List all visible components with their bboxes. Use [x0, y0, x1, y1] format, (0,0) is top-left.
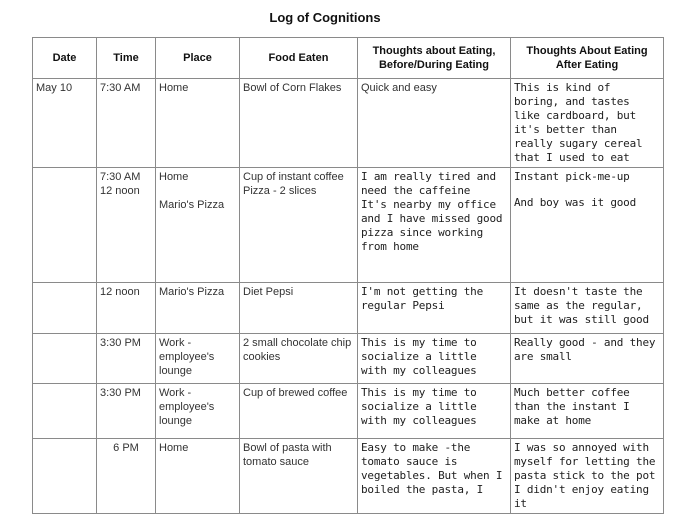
- cell-place-second: Mario's Pizza: [159, 199, 225, 211]
- table-row: [33, 384, 664, 439]
- cell-date: [33, 283, 97, 334]
- document-title: Log of Cognitions: [269, 10, 381, 25]
- header-thoughts-after: Thoughts About Eating After Eating: [511, 38, 664, 79]
- cell-time-first: 7:30 AM: [100, 171, 141, 183]
- cell-food: Cup of brewed coffee: [240, 384, 358, 439]
- cell-time-second: 12 noon: [100, 185, 140, 197]
- cell-thoughts-before: Quick and easy: [358, 79, 511, 168]
- cell-date: May 10: [33, 79, 97, 168]
- cell-date: [33, 334, 97, 384]
- cell-food-first: Cup of instant coffee: [243, 171, 344, 183]
- cell-food: Bowl of Corn Flakes: [240, 79, 358, 168]
- cell-time: [97, 168, 156, 283]
- cell-place: Home: [156, 439, 240, 514]
- header-date: Date: [33, 38, 97, 79]
- cell-date: [33, 439, 97, 514]
- cell-time: 3:30 PM: [97, 384, 156, 439]
- cell-thoughts-after: [511, 168, 664, 283]
- cell-date: [33, 168, 97, 283]
- cell-date: [33, 384, 97, 439]
- cell-food: [240, 168, 358, 283]
- cognitions-log-table: [32, 37, 664, 514]
- table-row: [33, 283, 664, 334]
- header-thoughts-before: Thoughts about Eating, Before/During Eating: [358, 38, 511, 79]
- cell-place: Work - employee's lounge: [156, 334, 240, 384]
- cell-time: 12 noon: [97, 283, 156, 334]
- cell-before-second: It's nearby my office and I have missed good pizza since working from home: [361, 198, 503, 253]
- cell-before-first: I am really tired and need the caffeine: [361, 170, 496, 197]
- cell-food: Diet Pepsi: [240, 283, 358, 334]
- cell-thoughts-before: [358, 168, 511, 283]
- table-row: [33, 168, 664, 283]
- cell-food: Bowl of pasta with tomato sauce: [240, 439, 358, 514]
- cell-thoughts-before: Easy to make -the tomato sauce is vegetables. But when I boiled the pasta, I: [358, 439, 511, 514]
- header-food-eaten: Food Eaten: [240, 38, 358, 79]
- cell-place-first: Home: [159, 171, 189, 183]
- table-header-row: [33, 38, 664, 79]
- header-time: Time: [97, 38, 156, 79]
- cell-thoughts-after: Really good - and they are small: [511, 334, 664, 384]
- cell-place: [156, 168, 240, 283]
- cell-time: 3:30 PM: [97, 334, 156, 384]
- cell-food: 2 small chocolate chip cookies: [240, 334, 358, 384]
- header-place: Place: [156, 38, 240, 79]
- cell-thoughts-before: I'm not getting the regular Pepsi: [358, 283, 511, 334]
- cell-thoughts-after: This is kind of boring, and tastes like cardboard, but it's better than really sugary cereal that I used to eat: [511, 79, 664, 168]
- cell-after-first: Instant pick-me-up: [514, 170, 630, 183]
- cell-thoughts-after: I was so annoyed with myself for letting the pasta stick to the pot I didn't enjoy eating it: [511, 439, 664, 514]
- cell-place: Work - employee's lounge: [156, 384, 240, 439]
- cell-food-second: Pizza - 2 slices: [243, 185, 317, 197]
- table-row: [33, 334, 664, 384]
- cell-place: Home: [156, 79, 240, 168]
- cell-after-second: And boy was it good: [514, 196, 637, 209]
- cell-time: 6 PM: [97, 439, 156, 514]
- cell-place: Mario's Pizza: [156, 283, 240, 334]
- cell-time: 7:30 AM: [97, 79, 156, 168]
- table-row: [33, 439, 664, 514]
- cell-thoughts-after: It doesn't taste the same as the regular, but it was still good: [511, 283, 664, 334]
- cell-thoughts-before: This is my time to socialize a little with my colleagues: [358, 384, 511, 439]
- table-row: [33, 79, 664, 168]
- cell-thoughts-before: This is my time to socialize a little with my colleagues: [358, 334, 511, 384]
- cell-thoughts-after: Much better coffee than the instant I make at home: [511, 384, 664, 439]
